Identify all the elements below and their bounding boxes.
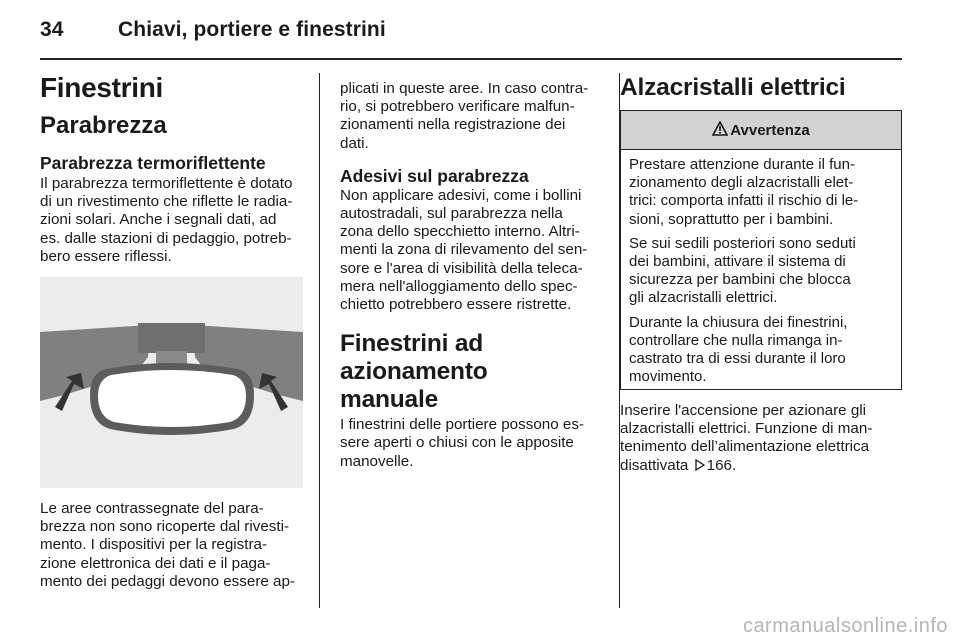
text-line: Inserire l'accensione per azionare gli [620,402,867,419]
warning-box [620,110,902,390]
text-line-with-reference [620,457,910,476]
heading-adesivi: Adesivi sul parabrezza [340,165,529,186]
text-line: trici: comporta infatti il rischio di le- [629,192,859,210]
left-column [40,72,308,266]
right-column-heading [620,74,905,102]
text-line: zione elettronica dei dati e il paga- [40,554,271,572]
heading-line: Finestrini ad azionamento [340,330,488,386]
text-line: sore e l'area di visibilità della teleca- [340,259,583,277]
warning-paragraph [629,314,893,387]
text-line: Durante la chiusura dei finestrini, [629,313,848,331]
alzacristalli-paragraph [620,402,910,476]
text-line: Il parabrezza termoriflettente è dotato [40,175,293,192]
text-line: mera nell'alloggiamento dello spec- [340,277,578,295]
text-line: gli alzacristalli elettrici. [629,289,778,307]
figure-caption [40,500,308,591]
text-line: dei bambini, attivare il sistema di [629,253,846,271]
text-line: sere aperti o chiusi con le apposite [340,434,574,452]
text-line: Non applicare adesivi, come i bollini [340,186,582,204]
text-line: chietto potrebbero essere ristrette. [340,296,572,314]
mirror-mount [138,323,205,353]
text-line: mento. I dispositivi per la registra- [40,536,268,554]
warning-header [621,111,901,150]
text-line: sioni, soprattutto per i bambini. [629,210,834,228]
text-line: Se sui sedili posteriori sono seduti [629,234,856,252]
adesivi-paragraph [340,187,610,314]
warning-body [621,150,901,386]
text-line: zioni solari. Anche i segnali dati, ad [40,211,277,229]
text-line: zionamento degli alzacristalli elet- [629,174,854,192]
text-line: mento dei pedaggi devono essere ap- [40,572,295,590]
manual-paragraph [340,416,610,471]
heading-parabrezza-termoriflettente: Parabrezza termoriflettente [40,153,266,173]
text-line: Le aree contrassegnate del para- [40,500,264,517]
header-rule [40,58,902,60]
heading-line: manuale [340,386,438,414]
text-line: alzacristalli elettrici. Funzione di man- [620,420,873,438]
text-line: brezza non sono ricoperte dal rivesti- [40,518,290,536]
text-line: tenimento dell’alimentazione elettrica [620,438,870,456]
column-divider-left [319,73,320,608]
intro-paragraph [40,175,308,266]
page-reference[interactable]: 166. [706,456,737,474]
text-line: autostradali, sul parabrezza nella [340,205,563,223]
text-line: disattivata [620,456,689,474]
warning-title: Avvertenza [730,121,810,139]
text-line: I finestrini delle portiere possono es- [340,416,584,434]
page-header [40,18,386,42]
windshield-mirror-illustration [40,277,303,488]
text-line: zona dello specchietto interno. Altri- [340,223,580,241]
text-line: plicati in queste aree. In caso contra- [340,80,589,97]
watermark: carmanualsonline.info [742,615,948,637]
heading-alzacristalli: Alzacristalli elettrici [620,74,846,101]
continued-paragraph [340,80,610,153]
text-line: dati. [340,134,369,152]
text-line: es. dalle stazioni di pedaggio, potreb- [40,229,292,247]
text-line: sicurezza per bambini che blocca [629,271,851,289]
section-title: Chiavi, portiere e finestrini [118,18,386,41]
heading-parabrezza: Parabrezza [40,112,167,139]
text-line: rio, si potrebbero verificare malfun- [340,98,575,116]
text-line: bero essere riflessi. [40,247,172,265]
text-line: movimento. [629,368,707,386]
text-line: manovelle. [340,452,414,470]
text-line: di un rivestimento che riflette le radia- [40,193,293,211]
text-line: Prestare attenzione durante il fun- [629,156,855,173]
mirror-glass [98,370,246,427]
warning-triangle-icon [712,121,728,140]
mirror-diagram [40,277,303,488]
text-line: zionamenti nella registrazione dei [340,116,566,134]
heading-finestrini-manuali [340,330,610,414]
heading-finestrini: Finestrini [40,72,164,103]
text-line: castrato tra di essi durante il loro [629,350,846,368]
text-line: controllare che nulla rimanga in- [629,331,843,349]
warning-paragraph [629,156,893,229]
text-line: menti la zona di rilevamento del sen- [340,241,588,259]
page-number: 34 [40,18,64,41]
middle-column [340,80,610,471]
warning-paragraph [629,235,893,308]
page-reference-arrow-icon[interactable] [695,458,705,476]
